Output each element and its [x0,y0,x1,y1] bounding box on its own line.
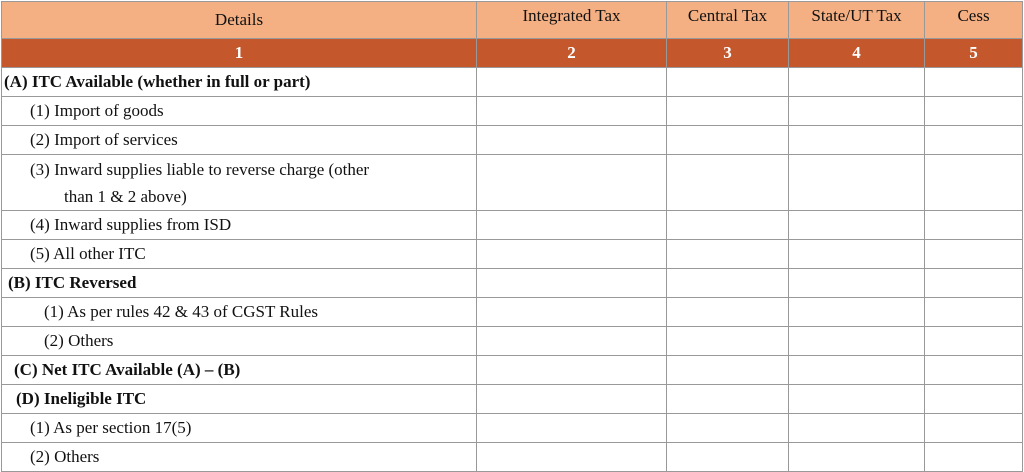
row-label [2,211,477,240]
value-cell [925,385,1023,414]
table-row [2,414,1023,443]
value-cell [667,68,789,97]
row-label-text: (1) As per rules 42 & 43 of CGST Rules [44,302,319,321]
value-cell [667,240,789,269]
value-cell [789,97,925,126]
value-cell [789,385,925,414]
value-cell [925,240,1023,269]
value-cell [925,298,1023,327]
value-cell [667,298,789,327]
value-cell [789,443,925,472]
table-row [2,443,1023,472]
row-label-text: (1) Import of goods [30,101,164,120]
value-cell [477,414,667,443]
table-row [2,327,1023,356]
row-label-text: (C) Net ITC Available (A) – (B) [14,360,241,379]
value-cell [925,356,1023,385]
row-label [2,443,477,472]
col-header-cess: Cess [925,2,1023,39]
value-cell [925,97,1023,126]
row-label-text: (1) As per section 17(5) [30,418,192,437]
table-row [2,385,1023,414]
table-row [2,211,1023,240]
value-cell [477,356,667,385]
table-row [2,240,1023,269]
table-row [2,126,1023,155]
value-cell [667,126,789,155]
value-cell [925,269,1023,298]
value-cell [789,211,925,240]
table-row [2,97,1023,126]
col-number: 3 [667,39,789,68]
row-label-text: (3) Inward supplies liable to reverse charge (other [30,159,370,179]
row-label-text: (A) ITC Available (whether in full or part) [4,72,311,91]
row-label [2,385,477,414]
value-cell [667,211,789,240]
row-label [2,68,477,97]
row-label [2,97,477,126]
table-row [2,68,1023,97]
value-cell [667,356,789,385]
row-label [2,155,477,211]
value-cell [667,443,789,472]
value-cell [925,155,1023,211]
row-label [2,240,477,269]
itc-table [1,1,1023,472]
value-cell [477,327,667,356]
value-cell [477,68,667,97]
column-number-row [2,39,1023,68]
col-header-details: Details [2,2,477,39]
value-cell [789,240,925,269]
value-cell [477,240,667,269]
col-header-state-ut-tax: State/UT Tax [789,2,925,39]
row-label [2,327,477,356]
table-row [2,298,1023,327]
row-label-text: (4) Inward supplies from ISD [30,215,232,234]
value-cell [667,97,789,126]
header-row [2,2,1023,39]
row-label-text: (D) Ineligible ITC [16,389,147,408]
value-cell [477,126,667,155]
col-number: 5 [925,39,1023,68]
value-cell [789,327,925,356]
row-label [2,414,477,443]
col-number: 2 [477,39,667,68]
value-cell [667,269,789,298]
row-label-text-cont: than 1 & 2 above) [64,186,187,206]
value-cell [667,155,789,211]
value-cell [925,414,1023,443]
col-header-integrated-tax: Integrated Tax [477,2,667,39]
value-cell [789,126,925,155]
value-cell [667,327,789,356]
value-cell [667,414,789,443]
value-cell [667,385,789,414]
row-label [2,356,477,385]
value-cell [477,211,667,240]
value-cell [477,97,667,126]
col-number: 4 [789,39,925,68]
row-label-text: (2) Others [30,447,100,466]
value-cell [789,68,925,97]
value-cell [925,68,1023,97]
table-row [2,356,1023,385]
value-cell [477,298,667,327]
value-cell [925,443,1023,472]
value-cell [925,211,1023,240]
row-label [2,298,477,327]
value-cell [477,443,667,472]
value-cell [925,327,1023,356]
row-label [2,269,477,298]
row-label-text: (B) ITC Reversed [8,273,137,292]
value-cell [789,414,925,443]
value-cell [477,385,667,414]
row-label [2,126,477,155]
value-cell [789,155,925,211]
col-header-central-tax: Central Tax [667,2,789,39]
value-cell [477,269,667,298]
row-label-text: (5) All other ITC [30,244,146,263]
value-cell [925,126,1023,155]
value-cell [477,155,667,211]
row-label-text: (2) Import of services [30,130,178,149]
col-number: 1 [2,39,477,68]
table-row [2,269,1023,298]
value-cell [789,298,925,327]
table-row [2,155,1023,211]
value-cell [789,269,925,298]
value-cell [789,356,925,385]
row-label-text: (2) Others [44,331,114,350]
